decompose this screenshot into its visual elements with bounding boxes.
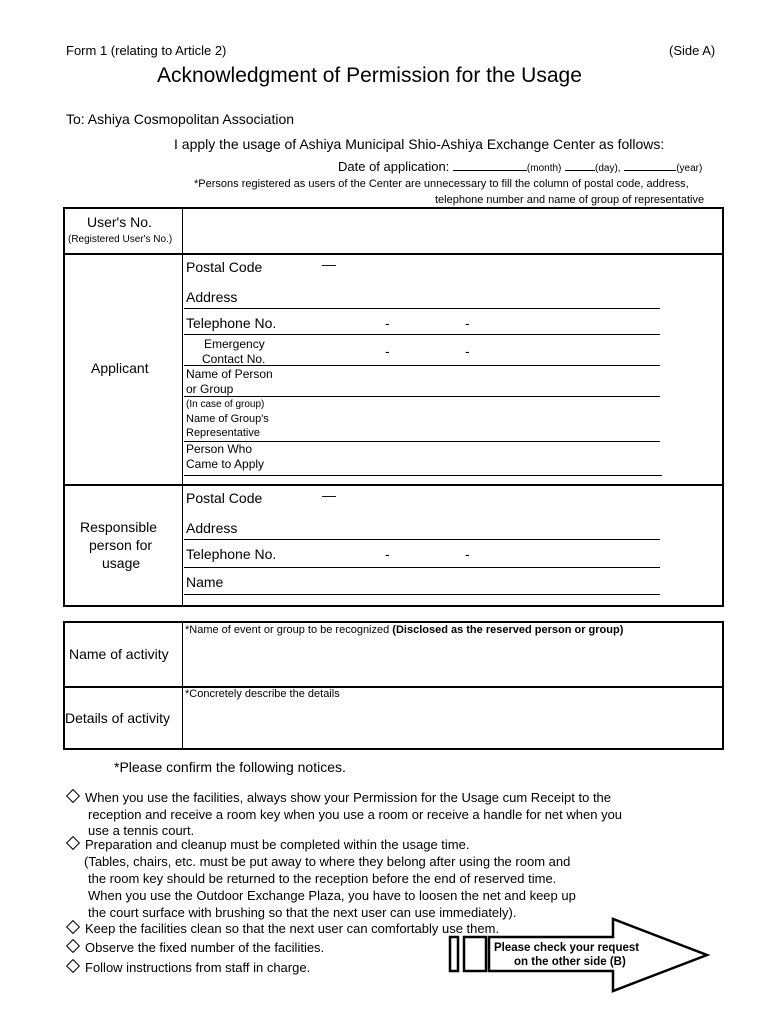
who-came-field[interactable] (300, 444, 658, 473)
activity-name-field[interactable] (185, 640, 721, 684)
registration-note-cont: telephone number and name of group of representative (435, 194, 705, 206)
person-group-label-2: or Group (186, 382, 234, 396)
responsible-telephone-label: Telephone No. (186, 546, 277, 562)
representative-field[interactable] (300, 400, 658, 439)
arrow-text-2: on the other side (B) (514, 956, 626, 968)
application-statement: I apply the usage of Ashiya Municipal Shio-Ashiya Exchange Center as follows: (174, 136, 665, 152)
activity-name-note (185, 624, 623, 636)
responsible-address-field[interactable] (250, 518, 658, 538)
diamond-bullet-icon (66, 959, 80, 973)
diamond-bullet-icon (66, 920, 80, 934)
responsible-address-label: Address (186, 520, 238, 536)
applicant-tel-dash-1: - (385, 315, 390, 331)
month-field[interactable] (453, 160, 527, 171)
users-no-label: User's No. (87, 214, 152, 230)
date-of-application (338, 159, 702, 174)
notice-2-line-5: the court surface with brushing so that the next user can use immediately). (88, 905, 517, 920)
arrow-right-icon (448, 915, 712, 995)
activity-name-note-bold: (Disclosed as the reserved person or group) (392, 624, 624, 636)
year-label: (year) (676, 163, 703, 174)
who-came-label-2: Came to Apply (186, 457, 265, 471)
emergency-label-2: Contact No. (202, 352, 266, 366)
side-label: (Side A) (669, 43, 716, 58)
applicant-postal-label: Postal Code (186, 259, 263, 275)
activity-details-note: *Concretely describe the details (185, 688, 340, 700)
form-reference: Form 1 (relating to Article 2) (66, 43, 227, 58)
diamond-bullet-icon (66, 789, 80, 803)
emergency-dash-1: - (385, 343, 390, 359)
diamond-bullet-icon (66, 939, 80, 953)
responsible-postal-label: Postal Code (186, 490, 263, 506)
applicant-postal-separator: — (322, 256, 336, 272)
day-label: (day), (595, 163, 621, 174)
responsible-tel-dash-1: - (385, 546, 390, 562)
applicant-postal-field[interactable] (300, 258, 658, 278)
responsible-name-label: Name (186, 574, 224, 590)
applicant-telephone-field[interactable] (300, 314, 658, 333)
responsible-tel-dash-2: - (465, 546, 470, 562)
emergency-dash-2: - (465, 343, 470, 359)
registration-note: *Persons registered as users of the Center are unnecessary to fill the column of postal code, address, (194, 178, 689, 190)
addressee: To: Ashiya Cosmopolitan Association (66, 111, 295, 127)
notice-2-line-4: When you use the Outdoor Exchange Plaza, you have to loosen the net and keep up (88, 888, 576, 903)
responsible-label-3: usage (102, 555, 141, 571)
responsible-label-2: person for (89, 537, 153, 553)
rep-label-1: (In case of group) (186, 399, 265, 410)
responsible-postal-separator: — (322, 487, 336, 503)
rep-label-2: Name of Group's (186, 413, 269, 425)
applicant-tel-dash-2: - (465, 315, 470, 331)
notice-2: Preparation and cleanup must be completed within the usage time. (68, 837, 469, 852)
notice-4: Observe the fixed number of the facilities. (68, 940, 324, 955)
notice-2-line-2: (Tables, chairs, etc. must be put away to where they belong after using the room and (84, 854, 571, 869)
responsible-telephone-field[interactable] (300, 545, 658, 566)
applicant-address-label: Address (186, 289, 238, 305)
notice-1-line-2: reception and receive a room key when you use a room or receive a handle for net when you (88, 807, 623, 822)
page-title: Acknowledgment of Permission for the Usage (157, 64, 582, 87)
notice-1-line-3: use a tennis court. (88, 823, 195, 838)
notices-heading: *Please confirm the following notices. (114, 759, 346, 775)
users-no-sublabel: (Registered User's No.) (68, 234, 173, 245)
person-group-label-1: Name of Person (186, 367, 273, 381)
responsible-label-1: Responsible (80, 519, 158, 535)
arrow-text-1: Please check your request (494, 942, 640, 954)
notice-5: Follow instructions from staff in charge. (68, 960, 310, 975)
applicant-telephone-label: Telephone No. (186, 315, 277, 331)
who-came-label-1: Person Who (186, 442, 253, 456)
date-label: Date of application: (338, 159, 450, 174)
day-field[interactable] (565, 160, 595, 171)
users-no-field[interactable] (184, 210, 722, 252)
activity-details-field[interactable] (185, 704, 721, 747)
activity-details-label: Details of activity (65, 710, 171, 726)
year-field[interactable] (624, 160, 676, 171)
notice-1: When you use the facilities, always show your Permission for the Usage cum Receipt to the (68, 790, 611, 805)
notice-3: Keep the facilities clean so that the next user can comfortably use them. (68, 921, 499, 936)
person-group-field[interactable] (300, 368, 658, 394)
month-label: (month) (526, 163, 562, 174)
diamond-bullet-icon (66, 836, 80, 850)
responsible-postal-field[interactable] (300, 489, 658, 509)
notice-2-line-3: the room key should be returned to the reception before the end of reserved time. (88, 871, 557, 886)
emergency-contact-field[interactable] (300, 337, 658, 363)
rep-label-3: Representative (186, 427, 260, 439)
emergency-label-1: Emergency (204, 337, 265, 351)
activity-name-note-text: *Name of event or group to be recognized (185, 624, 393, 636)
applicant-label: Applicant (91, 360, 149, 376)
applicant-address-field[interactable] (250, 287, 658, 307)
activity-name-label: Name of activity (69, 646, 169, 662)
responsible-name-field[interactable] (250, 572, 658, 593)
